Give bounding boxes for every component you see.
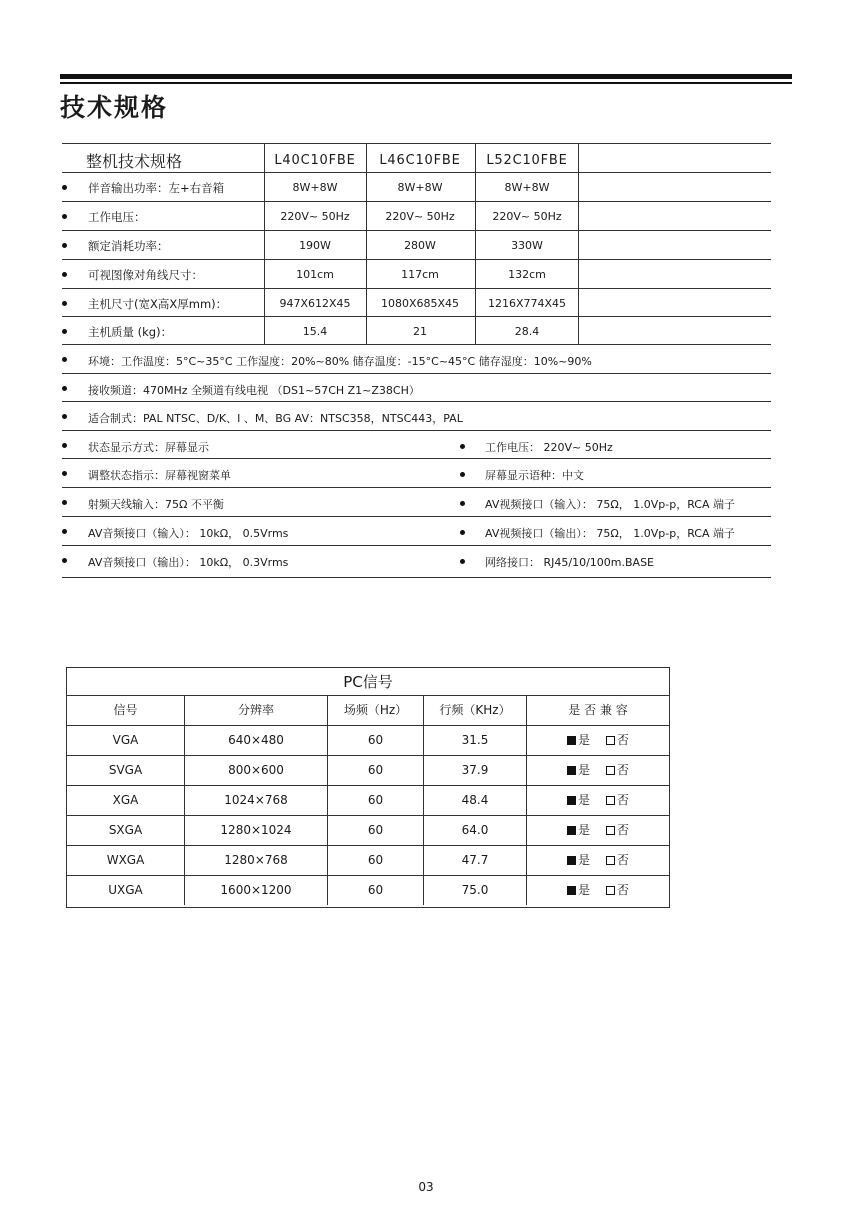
spec-row-value: 8W+8W <box>397 181 443 194</box>
bullet-icon <box>460 530 465 535</box>
yes-checkbox-icon <box>567 826 576 835</box>
bullet-icon <box>62 414 67 419</box>
spec-column-divider <box>578 143 579 344</box>
spec-header-label: 整机技术规格 <box>86 152 183 171</box>
pc-signal-cell: SVGA <box>67 756 185 785</box>
spec-row-divider <box>62 230 771 231</box>
spec-row-divider <box>62 143 771 144</box>
spec-column-divider <box>366 143 367 344</box>
spec-row-divider <box>62 172 771 173</box>
pc-resolution-cell: 1280×1024 <box>185 816 328 845</box>
yes-label: 是 <box>577 883 590 897</box>
bullet-icon <box>62 301 67 306</box>
yes-checkbox-icon <box>567 886 576 895</box>
spec-pair-right: AV视频接口（输出）： 75Ω， 1.0Vp-p，RCA 端子 <box>485 527 735 540</box>
spec-row-label: 额定消耗功率： <box>88 239 169 253</box>
spec-pair-right: 工作电压： 220V~ 50Hz <box>485 441 613 454</box>
pc-vfreq-cell: 60 <box>328 756 424 785</box>
page-number: 03 <box>418 1180 434 1194</box>
bullet-icon <box>62 558 67 563</box>
bullet-icon <box>460 472 465 477</box>
bullet-icon <box>62 386 67 391</box>
pc-vfreq-cell: 60 <box>328 726 424 755</box>
yes-label: 是 <box>577 763 590 777</box>
yes-checkbox-icon <box>567 856 576 865</box>
no-checkbox-icon <box>606 886 615 895</box>
spec-row-divider <box>62 430 771 431</box>
spec-row-divider <box>62 288 771 289</box>
bullet-icon <box>62 357 67 362</box>
spec-row-divider <box>62 259 771 260</box>
pc-table-title: PC信号 <box>67 668 669 696</box>
spec-column-divider <box>475 143 476 344</box>
bullet-icon <box>62 443 67 448</box>
pc-table-row <box>67 816 669 846</box>
pc-signal-table <box>66 667 670 908</box>
header-rule-thin <box>60 82 792 84</box>
pc-hfreq-cell: 48.4 <box>424 786 527 815</box>
pc-signal-cell: UXGA <box>67 876 185 905</box>
pc-hfreq-cell: 31.5 <box>424 726 527 755</box>
yes-label: 是 <box>577 793 590 807</box>
pc-header-cell: 场频（Hz） <box>328 696 424 725</box>
pc-table-row <box>67 846 669 876</box>
spec-pair-right: AV视频接口（输入）： 75Ω， 1.0Vp-p，RCA 端子 <box>485 498 735 511</box>
spec-row-value: 220V~ 50Hz <box>492 210 562 223</box>
bullet-icon <box>460 559 465 564</box>
pc-hfreq-cell: 47.7 <box>424 846 527 875</box>
spec-row-divider <box>62 458 771 459</box>
spec-pair-left: 调整状态指示：屏幕视窗菜单 <box>88 469 231 482</box>
pc-table-row <box>67 726 669 756</box>
spec-pair-left: 状态显示方式：屏幕显示 <box>88 441 209 454</box>
spec-row-value: 190W <box>299 239 331 252</box>
pc-hfreq-cell: 75.0 <box>424 876 527 905</box>
pc-header-cell: 信号 <box>67 696 185 725</box>
yes-checkbox-icon <box>567 766 576 775</box>
spec-row-label: 主机质量 (kg)： <box>88 325 173 339</box>
spec-row-divider <box>62 201 771 202</box>
spec-row-value: 21 <box>413 325 427 338</box>
spec-row-divider <box>62 316 771 317</box>
bullet-icon <box>62 243 67 248</box>
pc-resolution-cell: 1024×768 <box>185 786 328 815</box>
no-checkbox-icon <box>606 766 615 775</box>
pc-header-cell: 分辨率 <box>185 696 328 725</box>
spec-row-label: 伴音输出功率：左+右音箱 <box>88 181 225 195</box>
bullet-icon <box>62 529 67 534</box>
spec-row-value: 8W+8W <box>504 181 550 194</box>
yes-checkbox-icon <box>567 736 576 745</box>
spec-full-row-text: 环境：工作温度：5°C~35°C 工作湿度：20%~80% 储存温度：-15°C~45°C 储存湿度：10%~90% <box>88 355 592 368</box>
pc-vfreq-cell: 60 <box>328 816 424 845</box>
no-label: 否 <box>617 823 630 837</box>
spec-row-value: 947X612X45 <box>279 297 351 310</box>
no-label: 否 <box>617 733 630 747</box>
spec-full-row-text: 接收频道：470MHz 全频道有线电视 （DS1~57CH Z1~Z38CH） <box>88 384 420 397</box>
yes-label: 是 <box>577 853 590 867</box>
spec-row-value: 15.4 <box>302 325 328 338</box>
pc-table-row <box>67 876 669 906</box>
yes-label: 是 <box>577 823 590 837</box>
bullet-icon <box>62 471 67 476</box>
pc-resolution-cell: 1600×1200 <box>185 876 328 905</box>
pc-resolution-cell: 640×480 <box>185 726 328 755</box>
pc-resolution-cell: 1280×768 <box>185 846 328 875</box>
spec-row-value: 1216X774X45 <box>487 297 567 310</box>
pc-header-cell: 是 否 兼 容 <box>568 703 628 717</box>
yes-label: 是 <box>577 733 590 747</box>
no-checkbox-icon <box>606 736 615 745</box>
model-name-header: L52C10FBE <box>486 153 568 168</box>
spec-row-divider <box>62 344 771 345</box>
spec-row-value: 220V~ 50Hz <box>385 210 455 223</box>
spec-row-value: 280W <box>404 239 436 252</box>
bullet-icon <box>62 185 67 190</box>
model-name-header: L46C10FBE <box>379 153 461 168</box>
pc-signal-cell: WXGA <box>67 846 185 875</box>
no-checkbox-icon <box>606 826 615 835</box>
spec-row-value: 117cm <box>401 268 439 281</box>
no-label: 否 <box>617 763 630 777</box>
pc-compatible-cell <box>527 846 669 875</box>
pc-header-cell: 行频（KHz） <box>424 696 527 725</box>
page-title: 技术规格 <box>60 93 169 122</box>
bullet-icon <box>62 214 67 219</box>
spec-row-label: 工作电压： <box>88 210 146 224</box>
bullet-icon <box>62 272 67 277</box>
bullet-icon <box>460 444 465 449</box>
spec-pair-left: AV音频接口（输入）： 10kΩ， 0.5Vrms <box>88 527 289 540</box>
pc-signal-cell: VGA <box>67 726 185 755</box>
pc-signal-cell: SXGA <box>67 816 185 845</box>
spec-row-value: 8W+8W <box>292 181 338 194</box>
pc-compatible-cell <box>527 876 669 905</box>
no-label: 否 <box>617 793 630 807</box>
pc-compatible-cell <box>527 786 669 815</box>
spec-pair-left: 射频天线输入：75Ω 不平衡 <box>88 498 224 511</box>
no-label: 否 <box>617 883 630 897</box>
no-checkbox-icon <box>606 796 615 805</box>
pc-vfreq-cell: 60 <box>328 876 424 905</box>
pc-signal-cell: XGA <box>67 786 185 815</box>
pc-vfreq-cell: 60 <box>328 846 424 875</box>
yes-checkbox-icon <box>567 796 576 805</box>
pc-header-row <box>67 696 669 726</box>
pc-table-row <box>67 756 669 786</box>
pc-hfreq-cell: 64.0 <box>424 816 527 845</box>
pc-compatible-cell <box>527 816 669 845</box>
pc-compatible-cell <box>527 756 669 785</box>
spec-row-divider <box>62 487 771 488</box>
pc-table-row <box>67 786 669 816</box>
pc-vfreq-cell: 60 <box>328 786 424 815</box>
bullet-icon <box>460 501 465 506</box>
no-checkbox-icon <box>606 856 615 865</box>
spec-row-divider <box>62 516 771 517</box>
spec-pair-left: AV音频接口（输出）： 10kΩ， 0.3Vrms <box>88 556 289 569</box>
spec-row-divider <box>62 577 771 578</box>
bullet-icon <box>62 329 67 334</box>
spec-full-row-text: 适合制式：PAL NTSC、D/K、I 、M、BG AV：NTSC358，NTSC443，PAL <box>88 412 463 425</box>
spec-row-value: 1080X685X45 <box>380 297 460 310</box>
spec-row-value: 330W <box>511 239 543 252</box>
spec-pair-right: 网络接口： RJ45/10/100m.BASE <box>485 556 655 569</box>
bullet-icon <box>62 500 67 505</box>
no-label: 否 <box>617 853 630 867</box>
spec-row-value: 132cm <box>508 268 546 281</box>
spec-row-divider <box>62 401 771 402</box>
spec-row-label: 主机尺寸(宽X高X厚mm)： <box>88 297 228 311</box>
spec-row-value: 28.4 <box>514 325 540 338</box>
spec-row-value: 220V~ 50Hz <box>280 210 350 223</box>
header-rule-thick <box>60 74 792 79</box>
pc-resolution-cell: 800×600 <box>185 756 328 785</box>
spec-row-value: 101cm <box>296 268 334 281</box>
spec-row-label: 可视图像对角线尺寸： <box>88 268 203 282</box>
pc-compatible-cell <box>527 726 669 755</box>
model-name-header: L40C10FBE <box>274 153 356 168</box>
spec-row-divider <box>62 373 771 374</box>
spec-row-divider <box>62 545 771 546</box>
pc-hfreq-cell: 37.9 <box>424 756 527 785</box>
spec-pair-right: 屏幕显示语种：中文 <box>485 469 584 482</box>
